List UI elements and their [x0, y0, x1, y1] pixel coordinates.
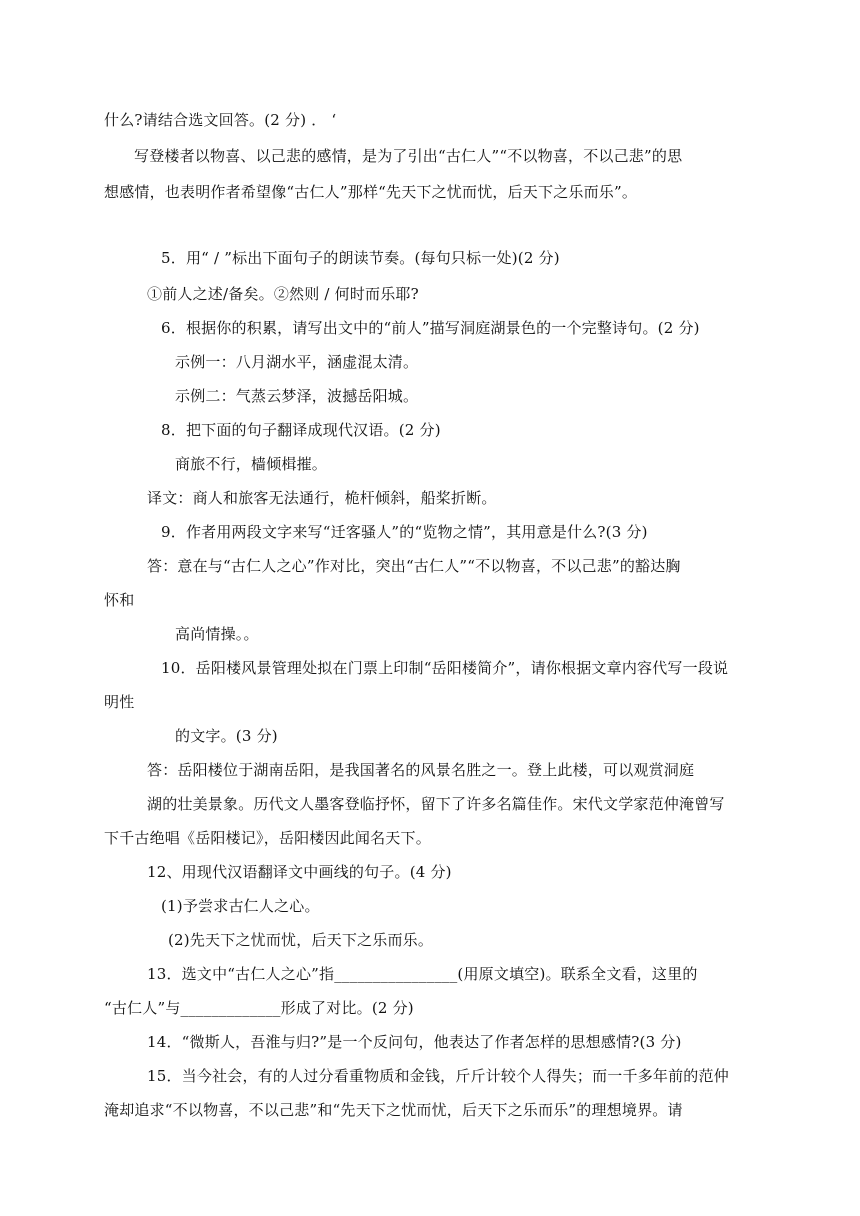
answer-8: 译文：商人和旅客无法通行，桅杆倾斜，船桨折断。: [147, 489, 497, 507]
question-15-line-1: 15．当今社会，有的人过分看重物质和金钱，斤斤计较个人得失；而一千多年前的范仲: [147, 1067, 729, 1085]
question-10-line-3: 的文字。(3 分): [175, 727, 278, 745]
question-13-line-2: “古仁人”与_____________形成了对比。(2 分): [104, 999, 414, 1017]
question-8: 8．把下面的句子翻译成现代汉语。(2 分): [161, 421, 441, 439]
answer-9-line-3: 高尚情操。。: [175, 625, 259, 643]
question-9: 9．作者用两段文字来写“迁客骚人”的“览物之情”，其用意是什么?(3 分): [161, 523, 648, 541]
answer-6-example-1: 示例一：八月湖水平，涵虚混太清。: [175, 353, 419, 371]
question-10-line-2: 明性: [104, 693, 135, 711]
answer-10-line-3: 下千古绝唱《岳阳楼记》，岳阳楼因此闻名天下。: [104, 829, 431, 847]
question-5: 5．用“ / ”标出下面句子的朗读节奏。(每句只标一处)(2 分): [161, 249, 560, 267]
answer-5: ①前人之述/备矣。②然则 / 何时而乐耶?: [147, 285, 419, 303]
question-12-part-1: (1)予尝求古仁人之心。: [161, 897, 320, 915]
answer-10-line-2: 湖的壮美景象。历代文人墨客登临抒怀，留下了许多名篇佳作。宋代文学家范仲淹曾写: [147, 795, 725, 813]
answer-9-line-1: 答：意在与“古仁人之心”作对比，突出“古仁人”“不以物喜，不以己悲”的豁达胸: [147, 557, 681, 575]
question-12-part-2: (2)先天下之忧而忧，后天下之乐而乐。: [168, 931, 434, 949]
question-15-line-2: 淹却追求“不以物喜，不以己悲”和“先天下之忧而忧，后天下之乐而乐”的理想境界。请: [104, 1101, 683, 1119]
answer-4-line-1: 写登楼者以物喜、以己悲的感情，是为了引出“古仁人”“不以物喜，不以己悲”的思: [134, 147, 683, 165]
question-8-sentence: 商旅不行，樯倾楫摧。: [175, 455, 328, 473]
question-13-line-1: 13．选文中“古仁人之心”指________________(用原文填空)。联系全文看，这里的: [147, 965, 698, 983]
question-10-line-1: 10．岳阳楼风景管理处拟在门票上印制“岳阳楼简介”，请你根据文章内容代写一段说: [161, 659, 729, 677]
question-6: 6．根据你的积累，请写出文中的“前人”描写洞庭湖景色的一个完整诗句。(2 分): [161, 319, 700, 337]
answer-4-line-2: 想感情，也表明作者希望像“古仁人”那样“先天下之忧而忧，后天下之乐而乐”。: [104, 183, 638, 201]
answer-10-line-1: 答：岳阳楼位于湖南岳阳，是我国著名的风景名胜之一。登上此楼，可以观赏洞庭: [147, 761, 695, 779]
answer-6-example-2: 示例二：气蒸云梦泽，波撼岳阳城。: [175, 387, 419, 405]
answer-9-line-2: 怀和: [104, 591, 135, 609]
question-12: 12、用现代汉语翻译文中画线的句子。(4 分): [147, 863, 452, 881]
question-4-stem-tail: 什么?请结合选文回答。(2 分) ． ‘: [104, 111, 337, 129]
question-14: 14．“微斯人，吾淮与归?”是一个反问句，他表达了作者怎样的思想感情?(3 分): [147, 1033, 682, 1051]
